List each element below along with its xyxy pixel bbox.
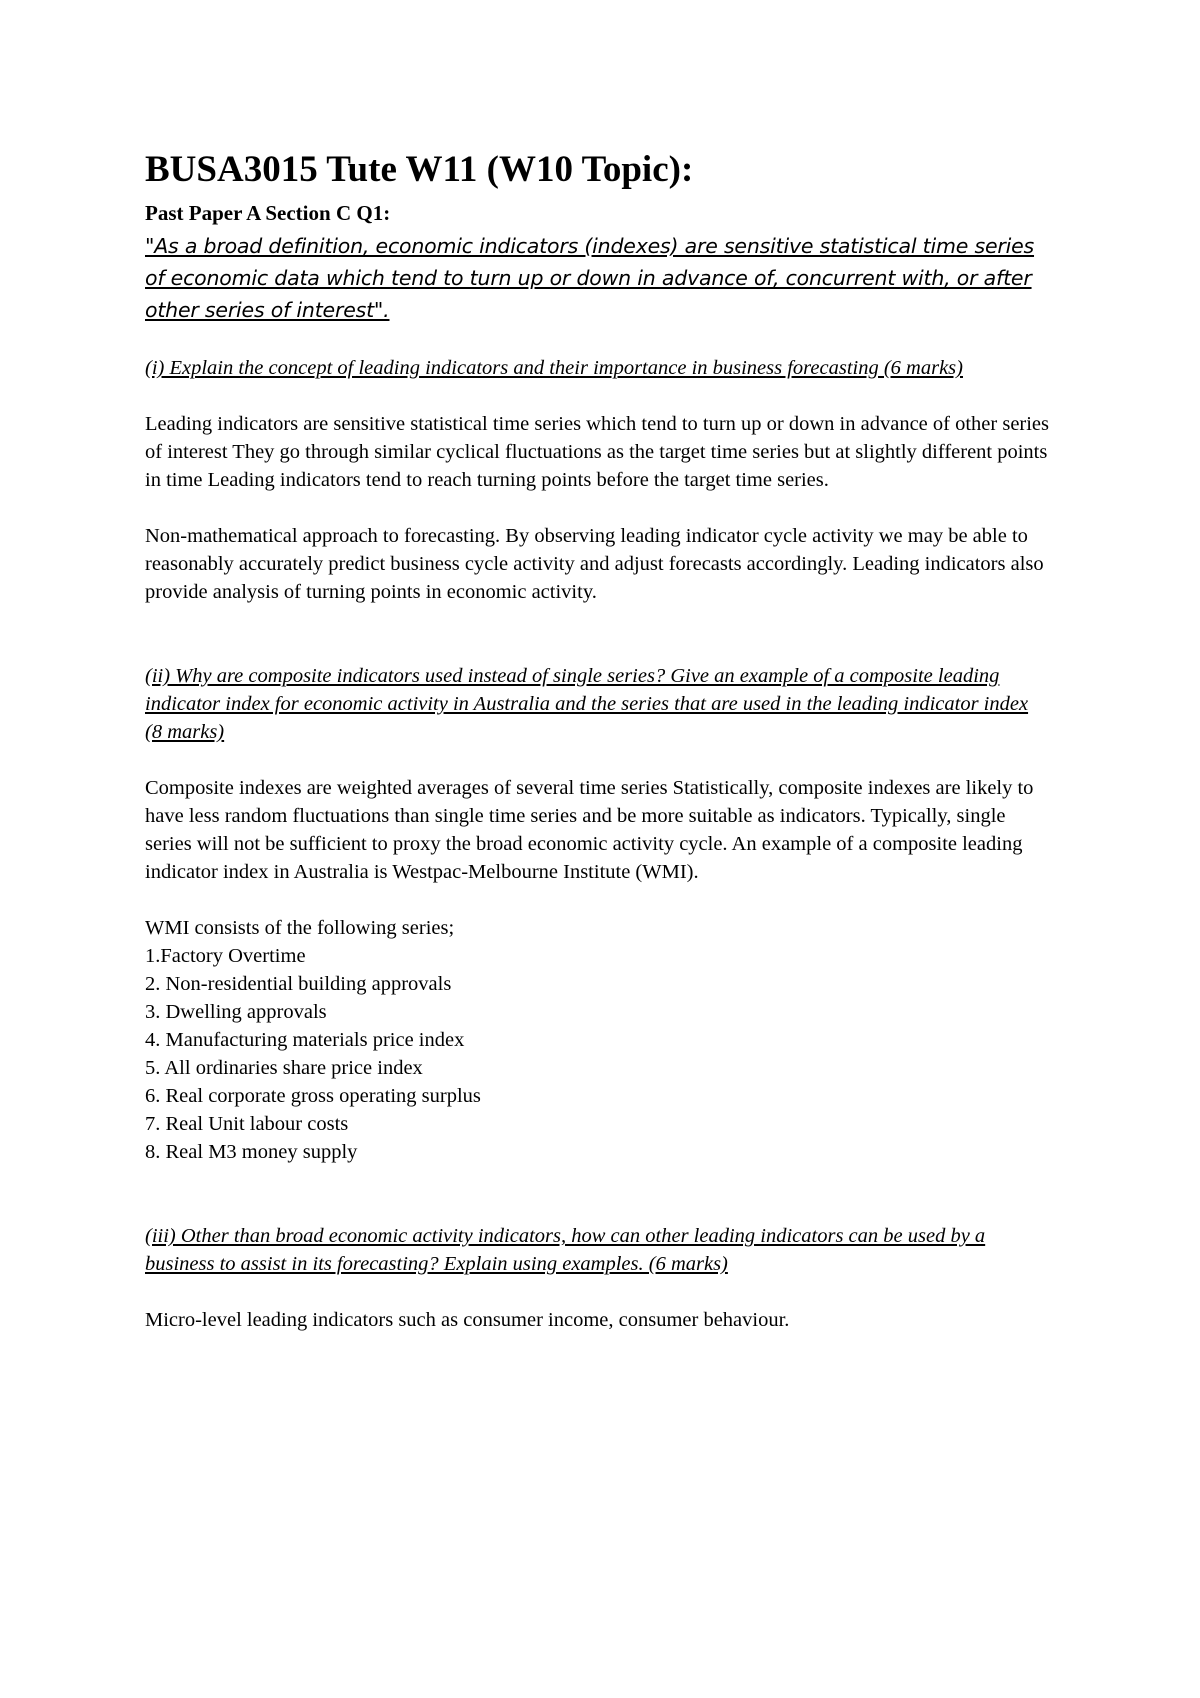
definition-quote: "As a broad definition, economic indicators (indexes) are sensitive statistical time series of economic data which tend to turn up or down in advance of, concurrent with, or after other series of interest". xyxy=(145,234,1035,322)
list-item: 7. Real Unit labour costs xyxy=(145,1113,349,1135)
answer-3-paragraph-1: Micro-level leading indicators such as consumer income, consumer behaviour. xyxy=(145,1309,790,1331)
list-item: 4. Manufacturing materials price index xyxy=(145,1029,465,1051)
list-item: 2. Non-residential building approvals xyxy=(145,973,452,995)
question-2: (ii) Why are composite indicators used instead of single series? Give an example of a composite leading indicator index for economic activity in Australia and the series that are used in the leading indicator index (8 marks) xyxy=(145,665,1029,743)
document-title: BUSA3015 Tute W11 (W10 Topic): xyxy=(145,149,694,190)
question-1: (i) Explain the concept of leading indicators and their importance in business forecasting (6 marks) xyxy=(145,357,963,379)
answer-1-paragraph-1: Leading indicators are sensitive statistical time series which tend to turn up or down in advance of other series of interest They go through similar cyclical fluctuations as the target time series but at slightly different points in time Leading indicators tend to reach turning points before the target time series. xyxy=(145,413,1050,491)
list-item: 1.Factory Overtime xyxy=(145,945,306,967)
list-item: 5. All ordinaries share price index xyxy=(145,1057,423,1079)
list-item: 6. Real corporate gross operating surplus xyxy=(145,1085,481,1107)
list-item: 3. Dwelling approvals xyxy=(145,1001,327,1023)
answer-2-paragraph-1: Composite indexes are weighted averages of several time series Statistically, composite indexes are likely to have less random fluctuations than single time series and be more suitable as indicators. Typically, single series will not be sufficient to proxy the broad economic activity cycle. An example of a composite leading indicator index in Australia is Westpac-Melbourne Institute (WMI). xyxy=(145,777,1034,883)
wmi-series-list xyxy=(145,942,1050,1166)
answer-1-paragraph-2: Non-mathematical approach to forecasting. By observing leading indicator cycle activity we may be able to reasonably accurately predict business cycle activity and adjust forecasts accordingly. Leading indicators also provide analysis of turning points in economic activity. xyxy=(145,525,1044,603)
list-item: 8. Real M3 money supply xyxy=(145,1141,358,1163)
section-heading: Past Paper A Section C Q1: xyxy=(145,201,391,225)
question-3: (iii) Other than broad economic activity indicators, how can other leading indicators can be used by a business to assist in its forecasting? Explain using examples. (6 marks) xyxy=(145,1225,986,1275)
wmi-list-intro: WMI consists of the following series; xyxy=(145,917,455,939)
